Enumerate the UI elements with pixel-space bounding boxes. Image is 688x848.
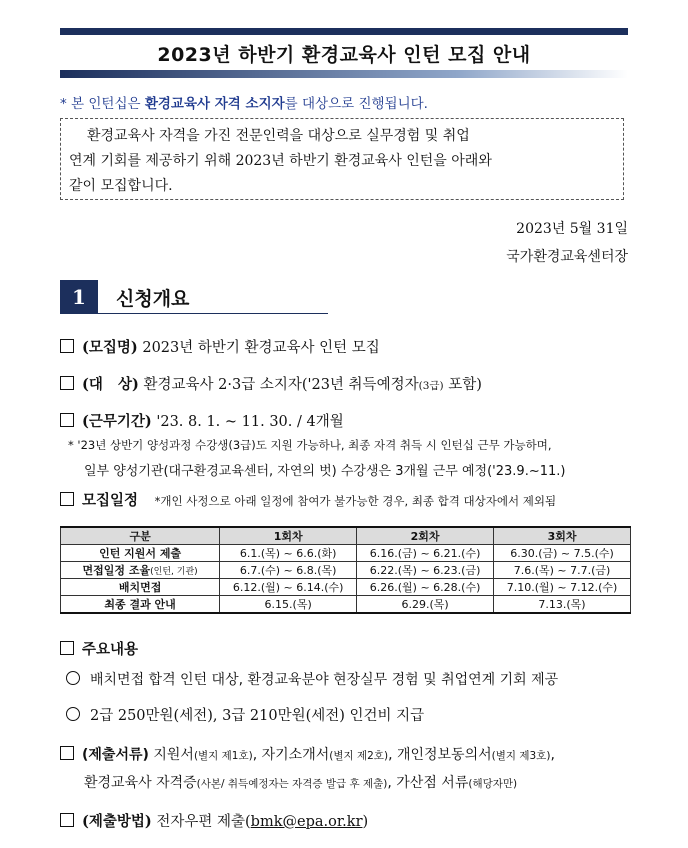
table-header-cell: 구분 [61, 527, 220, 545]
checkbox-square-icon [60, 413, 74, 427]
table-row [61, 579, 631, 596]
period-note-2: 일부 양성기관(대구환경교육센터, 자연의 벗) 수강생은 3개월 근무 예정('23.9.~11.) [84, 464, 566, 479]
schedule-note: *개인 사정으로 아래 일정에 참여가 불가능한 경우, 최종 합격 대상자에서 제외됨 [154, 494, 557, 508]
intro-box [60, 118, 624, 200]
checkbox-square-icon [60, 492, 74, 506]
item-schedule [60, 489, 556, 510]
item-work-period [60, 410, 344, 431]
page-title: 2023년 하반기 환경교육사 인턴 모집 안내 [157, 44, 531, 66]
section-number: 1 [60, 280, 98, 314]
row-label: 최종 결과 안내 [61, 596, 220, 614]
table-cell: 6.30.(금) ~ 7.5.(수) [494, 545, 631, 562]
intro-line-3: 같이 모집합니다. [69, 178, 173, 194]
checkbox-square-icon [60, 813, 74, 827]
checkbox-square-icon [60, 339, 74, 353]
item-label: (모집명) [82, 339, 138, 356]
table-header-cell: 2회차 [357, 527, 494, 545]
table-cell: 6.12.(월) ~ 6.14.(수) [220, 579, 357, 596]
table-cell: 6.29.(목) [357, 596, 494, 614]
item-documents: (제출서류) 지원서(별지 제1호), 자기소개서(별지 제2호), 개인정보동의서(별지 제3호), [60, 744, 555, 764]
main-point-2: 2급 250만원(세전), 3급 210만원(세전) 인건비 지급 [66, 704, 424, 725]
item-value: 2023년 하반기 환경교육사 인턴 모집 [142, 340, 380, 356]
item-label: (대 상) [82, 376, 139, 393]
checkbox-square-icon [60, 376, 74, 390]
intro-line-1: 환경교육사 자격을 가진 전문인력을 대상으로 실무경험 및 취업 [87, 128, 470, 144]
table-cell: 6.16.(금) ~ 6.21.(수) [357, 545, 494, 562]
item-value-tail: 포함) [443, 377, 482, 393]
table-row [61, 596, 631, 614]
eligibility-notice [60, 92, 428, 112]
table-cell: 6.1.(목) ~ 6.6.(화) [220, 545, 357, 562]
table-header-cell: 3회차 [494, 527, 631, 545]
row-label: 면접일정 조율(인턴, 기관) [61, 562, 220, 579]
table-cell: 7.13.(목) [494, 596, 631, 614]
table-cell: 6.22.(목) ~ 6.23.(금) [357, 562, 494, 579]
schedule-table [60, 526, 631, 614]
section-title: 신청개요 [116, 288, 190, 310]
table-row [61, 562, 631, 579]
notice-highlight: 환경교육사 자격 소지자 [144, 96, 285, 112]
documents-line-2: 환경교육사 자격증(사본/ 취득예정자는 자격증 발급 후 제출), 가산점 서류(해당자만) [84, 775, 518, 791]
issue-date: 2023년 5월 31일 [516, 221, 628, 237]
item-recruit-name [60, 336, 380, 357]
section-underline [98, 313, 328, 314]
item-label: (제출서류) [82, 747, 149, 763]
circle-bullet-icon [66, 671, 80, 685]
main-point-1: 배치면접 합격 인턴 대상, 환경교육분야 현장실무 경험 및 취업연계 기회 제공 [66, 669, 558, 689]
item-label: 모집일정 [82, 492, 139, 509]
row-label: 인턴 지원서 제출 [61, 545, 220, 562]
issuer-org: 국가환경교육센터장 [506, 249, 628, 265]
item-submit-method: (제출방법) 전자우편 제출(bmk@epa.or.kr) [60, 810, 368, 831]
table-header-row [61, 527, 631, 545]
item-label: (제출방법) [82, 813, 152, 830]
table-row [61, 545, 631, 562]
notice-suffix: 를 대상으로 진행됩니다. [284, 96, 428, 112]
header-top-bar [60, 28, 628, 35]
item-label: 주요내용 [82, 641, 139, 658]
item-value: 환경교육사 2·3급 소지자('23년 취득예정자 [143, 377, 419, 393]
table-header-cell: 1회차 [220, 527, 357, 545]
table-cell: 6.7.(수) ~ 6.8.(목) [220, 562, 357, 579]
table-cell: 7.6.(목) ~ 7.7.(금) [494, 562, 631, 579]
table-cell: 6.26.(월) ~ 6.28.(수) [357, 579, 494, 596]
period-note-1: * '23년 상반기 양성과정 수강생(3급)도 지원 가능하나, 최종 자격 취득 시 인턴십 근무 가능하며, [68, 438, 552, 452]
table-cell: 6.15.(목) [220, 596, 357, 614]
row-label: 배치면접 [61, 579, 220, 596]
circle-bullet-icon [66, 707, 80, 721]
item-main-content [60, 638, 138, 659]
email-link[interactable]: bmk@epa.or.kr [250, 814, 363, 830]
table-cell: 7.10.(월) ~ 7.12.(수) [494, 579, 631, 596]
item-value: '23. 8. 1. ~ 11. 30. / 4개월 [156, 414, 344, 430]
checkbox-square-icon [60, 641, 74, 655]
checkbox-square-icon [60, 746, 74, 760]
notice-prefix: * 본 인턴십은 [60, 96, 145, 112]
intro-line-2: 연계 기회를 제공하기 위해 2023년 하반기 환경교육사 인턴을 아래와 [69, 153, 492, 169]
item-value-small: (3급) [418, 380, 444, 392]
item-target [60, 373, 482, 394]
item-label: (근무기간) [82, 413, 152, 430]
header-bottom-bar [60, 70, 628, 78]
